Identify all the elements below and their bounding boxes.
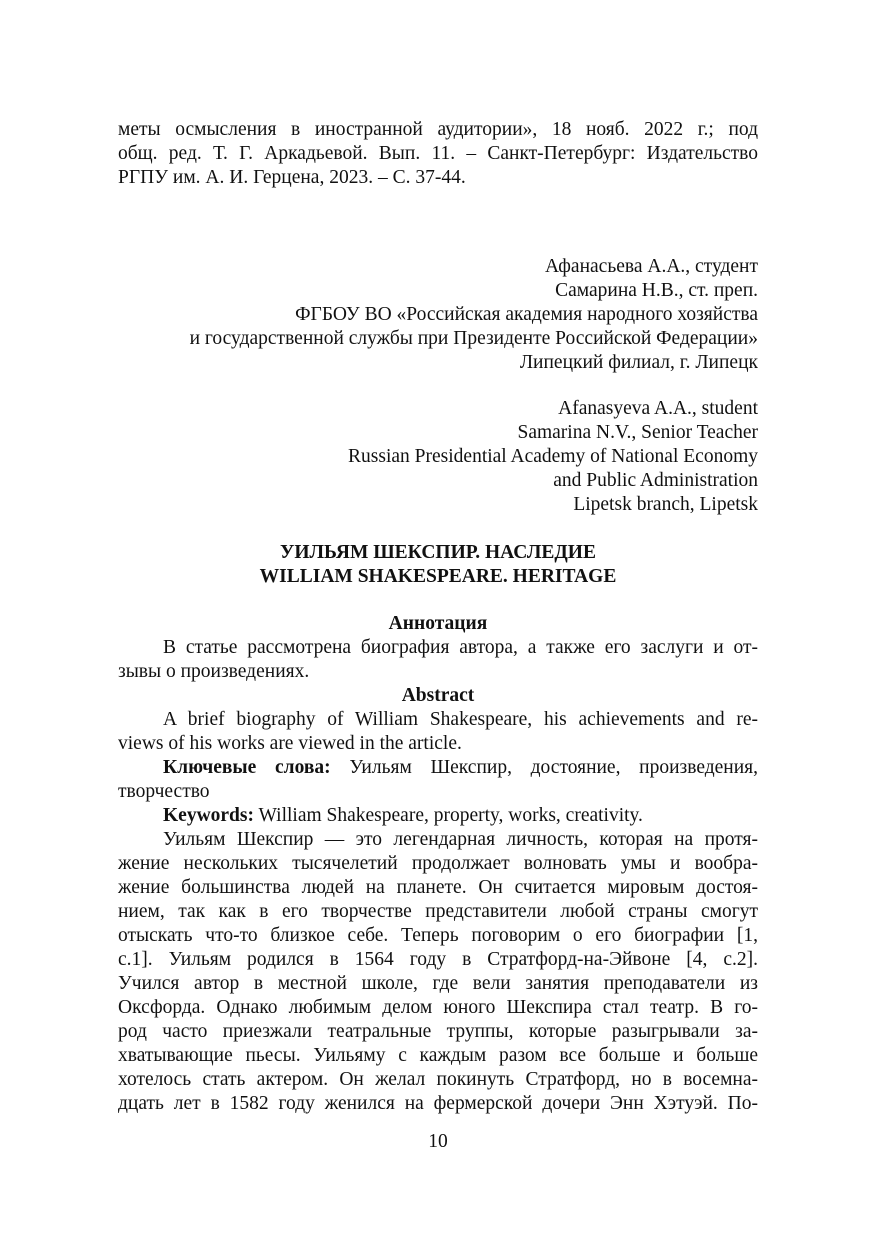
author-line: Samarina N.V., Senior Teacher — [517, 422, 758, 443]
text-line: род часто приезжали театральные труппы, которые разыгрывали за- — [118, 1021, 758, 1042]
author-line: ФГБОУ ВО «Российская академия народного хозяйства — [295, 304, 758, 325]
text-line: В статье рассмотрена биография автора, а также его заслуги и от- — [163, 637, 758, 658]
page-number-text: 10 — [428, 1131, 448, 1152]
text-line: меты осмысления в иностранной аудитории», 18 нояб. 2022 г.; под — [118, 119, 758, 140]
text-line: дцать лет в 1582 году женился на фермерской дочери Энн Хэтуэй. По- — [118, 1093, 758, 1114]
title-en: WILLIAM SHAKESPEARE. HERITAGE — [259, 566, 617, 587]
authors-en — [118, 397, 758, 517]
keywords-en-label: Keywords: — [163, 805, 254, 826]
text-line: творчество — [118, 781, 210, 802]
author-line: and Public Administration — [553, 470, 758, 491]
text-line: с.1]. Уильям родился в 1564 году в Стратфорд-на-Эйвоне [4, с.2]. — [118, 949, 758, 970]
article-title — [118, 541, 758, 589]
text-line: общ. ред. Т. Г. Аркадьевой. Вып. 11. – Санкт-Петербург: Издательство — [118, 143, 758, 164]
text-line: views of his works are viewed in the article. — [118, 733, 462, 754]
text-line: зывы о произведениях. — [118, 661, 310, 682]
reference-tail — [118, 118, 758, 190]
author-line: Самарина Н.В., ст. преп. — [555, 280, 758, 301]
text-line: жение большинства людей на планете. Он считается мировым достоя- — [118, 877, 758, 898]
author-line: Афанасьева А.А., студент — [544, 256, 758, 277]
abstract-heading: Abstract — [401, 685, 475, 706]
author-line: Afanasyeva A.A., student — [558, 398, 758, 419]
text-line: хотелось стать актером. Он желал покинуть Стратфорд, но в восемна- — [118, 1069, 758, 1090]
keywords-ru-label: Ключевые слова: — [163, 757, 331, 778]
text-line: Оксфорда. Однако любимым делом юного Шекспира стал театр. В го- — [118, 997, 758, 1018]
title-ru: УИЛЬЯМ ШЕКСПИР. НАСЛЕДИЕ — [280, 542, 596, 563]
text-line: нием, так как в его творчестве представители любой страны смогут — [118, 901, 758, 922]
author-line: и государственной службы при Президенте Российской Федерации» — [189, 328, 758, 349]
annotation-heading: Аннотация — [388, 613, 488, 634]
authors-ru — [118, 255, 758, 375]
keywords-en — [118, 804, 758, 828]
author-line: Russian Presidential Academy of National Economy — [348, 446, 758, 467]
page-number — [118, 1130, 758, 1154]
body-paragraph — [118, 828, 758, 1116]
text-line: Уильям Шекспир — это легендарная личность, которая на протя- — [163, 829, 758, 850]
text-line: A brief biography of William Shakespeare, his achievements and re- — [163, 709, 758, 730]
text-line: жение нескольких тысячелетий продолжает волновать умы и вообра- — [118, 853, 758, 874]
text-line: хватывающие пьесы. Уильяму с каждым разом все больше и больше — [118, 1045, 758, 1066]
author-line: Липецкий филиал, г. Липецк — [519, 352, 758, 373]
abstract-section — [118, 612, 758, 828]
text-line: отыскать что-то близкое себе. Теперь поговорим о его биографии [1, — [118, 925, 758, 946]
text-line: РГПУ им. А. И. Герцена, 2023. – С. 37-44. — [118, 167, 466, 188]
author-line: Lipetsk branch, Lipetsk — [573, 494, 758, 515]
keywords-en-text: William Shakespeare, property, works, creativity. — [254, 805, 643, 826]
keywords-ru — [118, 756, 758, 780]
keywords-ru-text: Уильям Шекспир, достояние, произведения, — [330, 757, 759, 778]
text-line: Учился автор в местной школе, где вели занятия преподаватели из — [118, 973, 758, 994]
